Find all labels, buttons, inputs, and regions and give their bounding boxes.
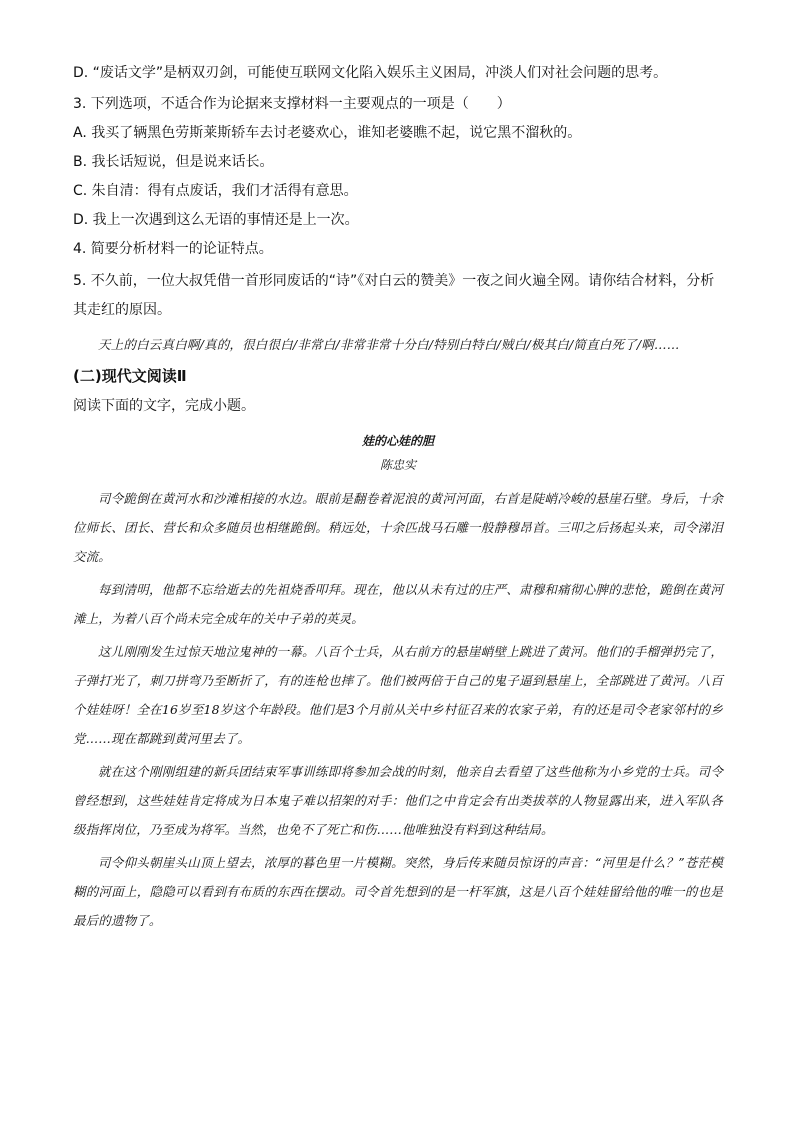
question-3-option-b: B. 我长话短说，但是说来话长。 (73, 154, 274, 170)
reading-instruction: 阅读下面的文字，完成小题。 (73, 398, 255, 414)
question-3-option-c: C. 朱自清：得有点废话，我们才活得有意思。 (73, 183, 358, 199)
article-paragraph-1: 司令跪倒在黄河水和沙滩相接的水边。眼前是翻卷着泥浪的黄河河面，右首是陡峭冷峻的悬崖石壁。身后，十余位师长、团长、营长和众多随员也相继跪倒。稍远处，十余匹战马石雕一般静穆昂首。三叩之后扬起头来，司令涕泪交流。 (73, 491, 723, 564)
question-5: 5. 不久前，一位大叔凭借一首形同废话的“诗”《对白云的赞美》一夜之间火遍全网。请你结合材料，分析其走红的原因。 (73, 273, 715, 318)
article-paragraph-3: 这儿刚刚发生过惊天地泣鬼神的一幕。八百个士兵，从右前方的悬崖峭壁上跳进了黄河。他们的手榴弹扔完了，子弹打光了，刺刀拼弯乃至断折了，有的连枪也摔了。他们被两倍于自己的鬼子逼到悬崖上，全部跳进了黄河。八百个娃娃呀！全在16岁至18岁这个年龄段。他们是3个月前从关中乡村征召来的农家子弟，有的还是司令老家邻村的乡党……现在都跳到黄河里去了。 (73, 644, 723, 746)
article-paragraph-2: 每到清明，他都不忘给逝去的先祖烧香叩拜。现在，他以从未有过的庄严、肃穆和痛彻心脾的悲怆，跪倒在黄河滩上，为着八百个尚未完全成年的关中子弟的英灵。 (73, 582, 723, 626)
page-content (73, 62, 723, 939)
question-3-stem: 3. 下列选项，不适合作为论据来支撑材料一主要观点的一项是（ ） (73, 96, 511, 112)
option-d-previous: D. “废话文学”是柄双刃剑，可能使互联网文化陷入娱乐主义困局，冲淡人们对社会问题的思考。 (73, 65, 668, 81)
question-3-option-a: A. 我买了辆黑色劳斯莱斯轿车去讨老婆欢心，谁知老婆瞧不起，说它黑不溜秋的。 (73, 125, 582, 141)
article-paragraph-4: 就在这个刚刚组建的新兵团结束军事训练即将参加会战的时刻，他亲自去看望了这些他称为小乡党的士兵。司令曾经想到，这些娃娃肯定将成为日本鬼子难以招架的对手：他们之中肯定会有出类拔萃的人物显露出来，进入军队各级指挥岗位，乃至成为将军。当然，也免不了死亡和伤……他唯独没有料到这种结局。 (73, 764, 723, 837)
article-paragraph-5: 司令仰头朝崖头山顶上望去，浓厚的暮色里一片模糊。突然，身后传来随员惊讶的声音：“河里是什么？”苍茫模糊的河面上，隐隐可以看到有布质的东西在摆动。司令首先想到的是一杆军旗，这是八百个娃娃留给他的唯一的也是最后的遗物了。 (73, 855, 723, 928)
question-3-option-d: D. 我上一次遇到这么无语的事情还是上一次。 (73, 212, 359, 228)
article-title: 娃的心娃的胆 (361, 434, 434, 448)
article-author: 陈忠实 (379, 458, 416, 472)
poem-text: 天上的白云真白啊/真的，很白很白/非常白/非常非常十分白/特别白特白/贼白/极其白/简直白死了/啊…… (98, 337, 680, 352)
question-4: 4. 简要分析材料一的论证特点。 (73, 241, 273, 257)
section-title: (二)现代文阅读Ⅱ (73, 367, 187, 385)
